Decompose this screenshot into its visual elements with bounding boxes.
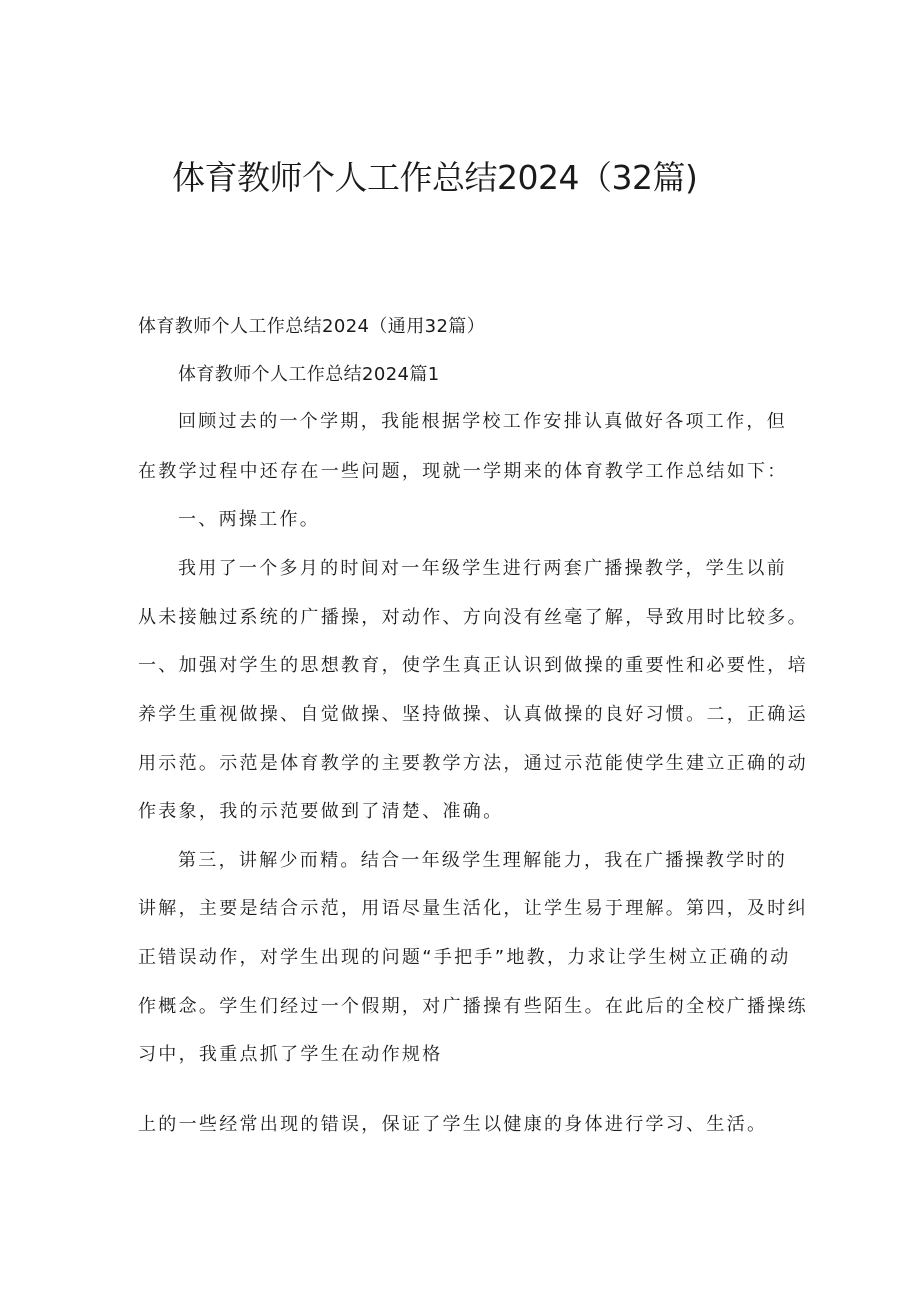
paragraph-line: 我用了一个多月的时间对一年级学生进行两套广播操教学，学生以前 — [178, 558, 787, 579]
paragraph-line: 在教学过程中还存在一些问题，现就一学期来的体育教学工作总结如下： — [138, 461, 788, 482]
section-heading: 体育教师个人工作总结2024篇1 — [178, 364, 440, 385]
paragraph-line: 正错误动作，对学生出现的问题“手把手”地教，力求让学生树立正确的动 — [138, 947, 791, 968]
paragraph-line: 第三，讲解少而精。结合一年级学生理解能力，我在广播操教学时的 — [178, 850, 787, 871]
paragraph-line: 讲解，主要是结合示范，用语尽量生活化，让学生易于理解。第四，及时纠 — [138, 898, 808, 919]
paragraph-line: 一、加强对学生的思想教育，使学生真正认识到做操的重要性和必要性，培 — [138, 655, 808, 676]
paragraph-heading: 一、两操工作。 — [178, 509, 321, 530]
document-title: 体育教师个人工作总结2024（32篇) — [172, 158, 698, 197]
paragraph-line: 用示范。示范是体育教学的主要教学方法，通过示范能使学生建立正确的动 — [138, 753, 808, 774]
paragraph-line: 上的一些经常出现的错误，保证了学生以健康的身体进行学习、生活。 — [138, 1114, 768, 1135]
paragraph-line: 作概念。学生们经过一个假期，对广播操有些陌生。在此后的全校广播操练 — [138, 996, 808, 1017]
paragraph-line: 养学生重视做操、自觉做操、坚持做操、认真做操的良好习惯。二，正确运 — [138, 704, 808, 725]
paragraph-line: 从未接触过系统的广播操，对动作、方向没有丝毫了解，导致用时比较多。 — [138, 607, 808, 628]
paragraph-line: 作表象，我的示范要做到了清楚、准确。 — [138, 801, 504, 822]
paragraph-line: 习中，我重点抓了学生在动作规格 — [138, 1044, 443, 1065]
paragraph-line: 回顾过去的一个学期，我能根据学校工作安排认真做好各项工作，但 — [178, 411, 787, 432]
subtitle-line: 体育教师个人工作总结2024（通用32篇） — [138, 316, 486, 337]
